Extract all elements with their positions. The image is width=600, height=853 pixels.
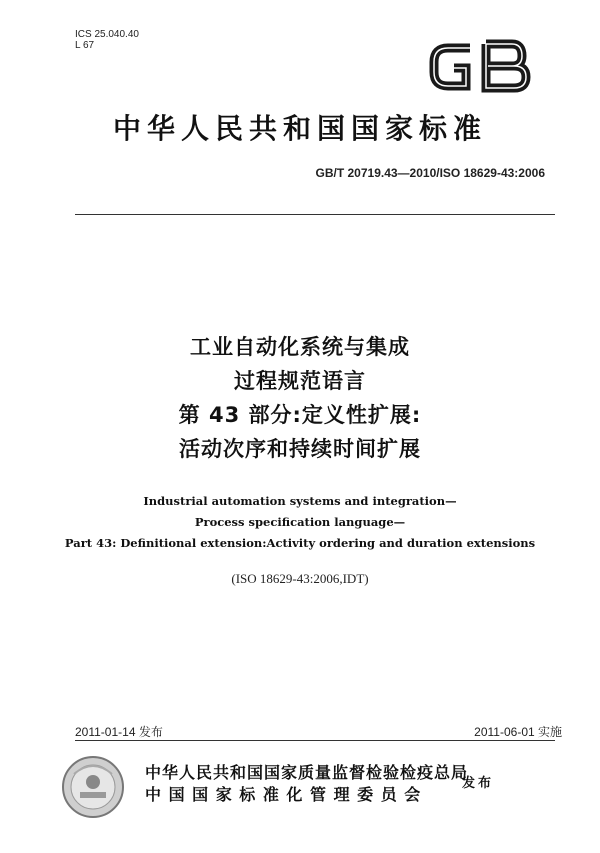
header-divider xyxy=(75,214,555,215)
title-cn-line-2: 过程规范语言 xyxy=(234,369,366,393)
title-cn-line-4: 活动次序和持续时间扩展 xyxy=(179,437,421,461)
issue-date: 2011-01-14 发布 xyxy=(75,725,163,739)
gb-logo xyxy=(426,38,536,94)
standard-number: GB/T 20719.43—2010/ISO 18629-43:2006 xyxy=(315,166,545,180)
title-cn-line-1: 工业自动化系统与集成 xyxy=(190,335,410,359)
issuer-line-1: 中华人民共和国国家质量监督检验检疫总局 xyxy=(145,763,469,782)
title-en-line-2: Process specification language— xyxy=(194,515,406,529)
title-en-line-1: Industrial automation systems and integration— xyxy=(143,494,457,508)
ics-code: ICS 25.040.40 xyxy=(75,29,139,40)
implement-date: 2011-06-01 实施 xyxy=(474,725,562,739)
title-cn-line-3: 第 43 部分:定义性扩展: xyxy=(178,403,422,427)
title-en-line-3: Part 43: Definitional extension:Activity ordering and duration extensions xyxy=(64,536,536,550)
org-title: 中华人民共和国国家标准 xyxy=(112,112,487,145)
footer-divider xyxy=(75,740,555,741)
ccs-code: L 67 xyxy=(75,40,95,51)
adoption-note: (ISO 18629-43:2006,IDT) xyxy=(231,571,369,586)
publish-label: 发布 xyxy=(462,776,495,791)
issuer-line-2: 中 国 国 家 标 准 化 管 理 委 员 会 xyxy=(145,785,422,804)
national-emblem-seal xyxy=(60,754,126,820)
